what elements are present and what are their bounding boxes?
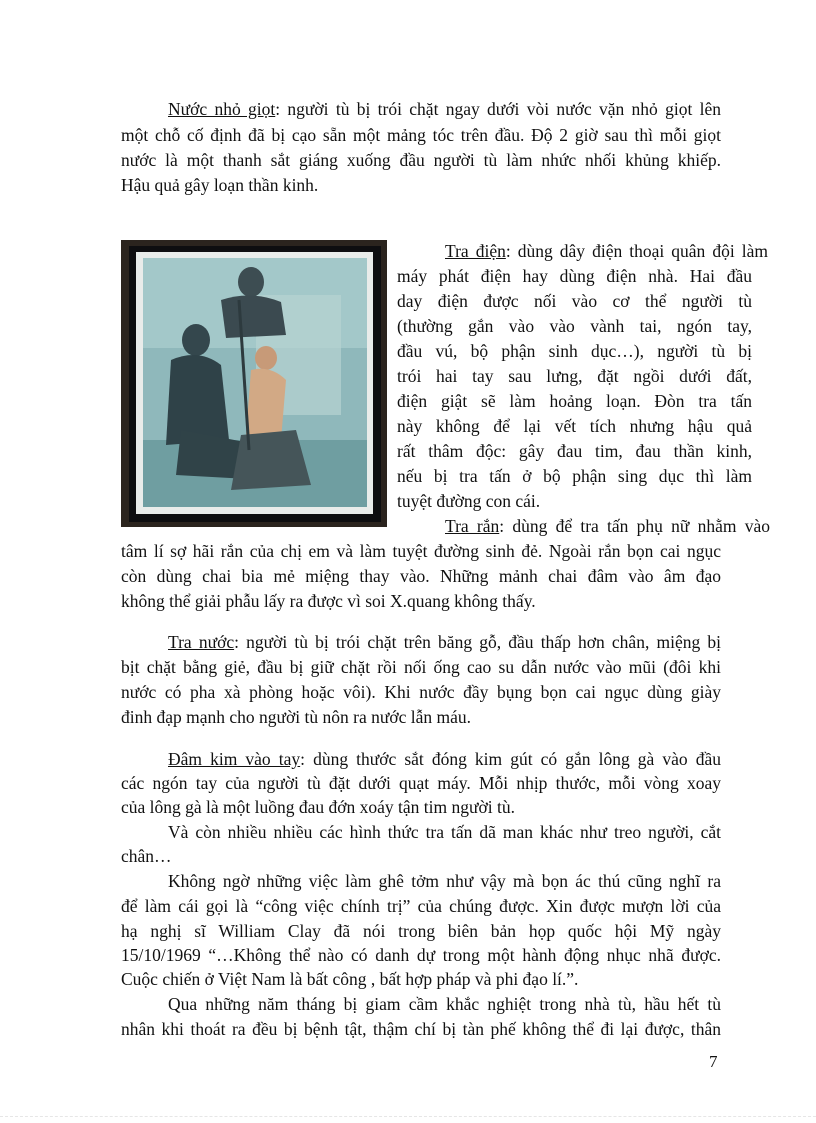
p2-line-6: trói hai tay sau lưng, đặt ngồi dưới đất, (397, 366, 752, 386)
heading-tra-dien: Tra điện (445, 241, 506, 261)
p2-line-5: đầu vú, bộ phận sinh dục…), người tù bị (397, 341, 752, 361)
p5-line-1: Đâm kim vào tay: dùng thước sắt đóng kim gút có gắn lông gà vào đầu (168, 749, 721, 769)
p5-line-3: của lông gà là một luồng đau đớn xoáy tận tim người tù. (121, 797, 515, 817)
p3-line-3: còn dùng chai bia mẻ miệng thay vào. Những mảnh chai đâm vào âm đạo (121, 566, 721, 586)
p6-line-2: chân… (121, 846, 172, 866)
p7-line-1: Không ngờ những việc làm ghê tởm như vậy mà bọn ác thú cũng nghĩ ra (168, 871, 721, 891)
heading-tra-ran: Tra rắn (445, 516, 500, 536)
p4-line-3: nước có pha xà phòng hoặc vôi). Khi nước đầy bụng bọn cai ngục dùng giày (121, 682, 721, 702)
p4-line-4: đinh đạp mạnh cho người tù nôn ra nước lẫn máu. (121, 707, 471, 727)
p2-line-4: (thường gắn vào vào vành tai, ngón tay, (397, 316, 752, 336)
p2-line-2: máy phát điện hay dùng điện nhà. Hai đầu (397, 266, 752, 286)
p5-line-2: các ngón tay của người tù đặt dưới quạt máy. Mỗi nhịp thước, mỗi vòng xoay (121, 773, 721, 793)
p1-line-2: một chỗ cố định đã bị cạo sẵn một mảng tóc trên đầu. Độ 2 giờ sau thì mỗi giọt (121, 125, 721, 145)
p1-line-3: nước là một thanh sắt giáng xuống đầu người tù làm nhức nhối khủng khiếp. (121, 150, 721, 170)
p2-line-11: tuyệt đường con cái. (397, 491, 541, 511)
p7-line-4: 15/10/1969 “…Không thể nào có danh dự trong một hành động nhục nhã được. (121, 945, 721, 965)
p3-line-2: tâm lí sợ hãi rắn của chị em và làm tuyệt đường sinh đẻ. Ngoài rắn bọn cai ngục (121, 541, 721, 561)
p2-line-8: này không để lại vết tích nhưng hậu quả (397, 416, 752, 436)
heading-nuoc-nho-giot: Nước nhỏ giọt (168, 99, 276, 119)
page-number: 7 (709, 1052, 718, 1071)
p7-line-3: hạ nghị sĩ William Clay đã nói trong biên bản họp quốc hội Mỹ ngày (121, 921, 721, 941)
p4-line-1: Tra nước: người tù bị trói chặt trên băng gỗ, đầu thấp hơn chân, miệng bị (168, 632, 721, 652)
p3-line-4: không thể giải phẫu lấy ra được vì soi X.quang không thấy. (121, 591, 536, 611)
p7-line-5: Cuộc chiến ở Việt Nam là bất công , bất hợp pháp và phi đạo lí.”. (121, 969, 579, 989)
p2-line-1: Tra điện: dùng dây điện thoại quân đội làm (445, 241, 768, 261)
p8-line-1: Qua những năm tháng bị giam cầm khắc nghiệt trong nhà tù, hầu hết tù (168, 994, 721, 1014)
p1-line-1: Nước nhỏ giọt: người tù bị trói chặt ngay dưới vòi nước vặn nhỏ giọt lên (168, 99, 722, 119)
p1-line-4: Hậu quả gây loạn thần kinh. (121, 175, 319, 195)
p4-line-2: bịt chặt bằng giẻ, đầu bị giữ chặt rồi nối ống cao su dẫn nước vào mũi (đôi khi (121, 657, 721, 677)
p6-line-1: Và còn nhiều nhiều các hình thức tra tấn dã man khác như treo người, cắt (168, 822, 721, 842)
p7-line-2: để làm cái gọi là “công việc chính trị” của chúng được. Xin được mượn lời của (121, 896, 721, 916)
p3-line-1: Tra rắn: dùng để tra tấn phụ nữ nhằm vào (445, 516, 771, 536)
p8-line-2: nhân khi thoát ra đều bị bệnh tật, thậm chí bị tàn phế không thể đi lại được, thân (121, 1019, 721, 1039)
page-bottom-divider (0, 1116, 816, 1117)
heading-tra-nuoc: Tra nước (168, 632, 235, 652)
p2-line-10: nếu bị tra tấn ở bộ phận sing dục thì làm (397, 466, 752, 486)
heading-dam-kim: Đâm kim vào tay (168, 749, 301, 769)
p2-line-7: điện giật sẽ làm hoảng loạn. Đòn tra tấn (397, 391, 752, 411)
p2-line-9: rất thâm độc: gây đau tim, đau thần kinh, (397, 441, 752, 461)
p2-line-3: day điện được nối vào cơ thể người tù (397, 291, 752, 311)
prison-torture-painting (121, 240, 387, 527)
